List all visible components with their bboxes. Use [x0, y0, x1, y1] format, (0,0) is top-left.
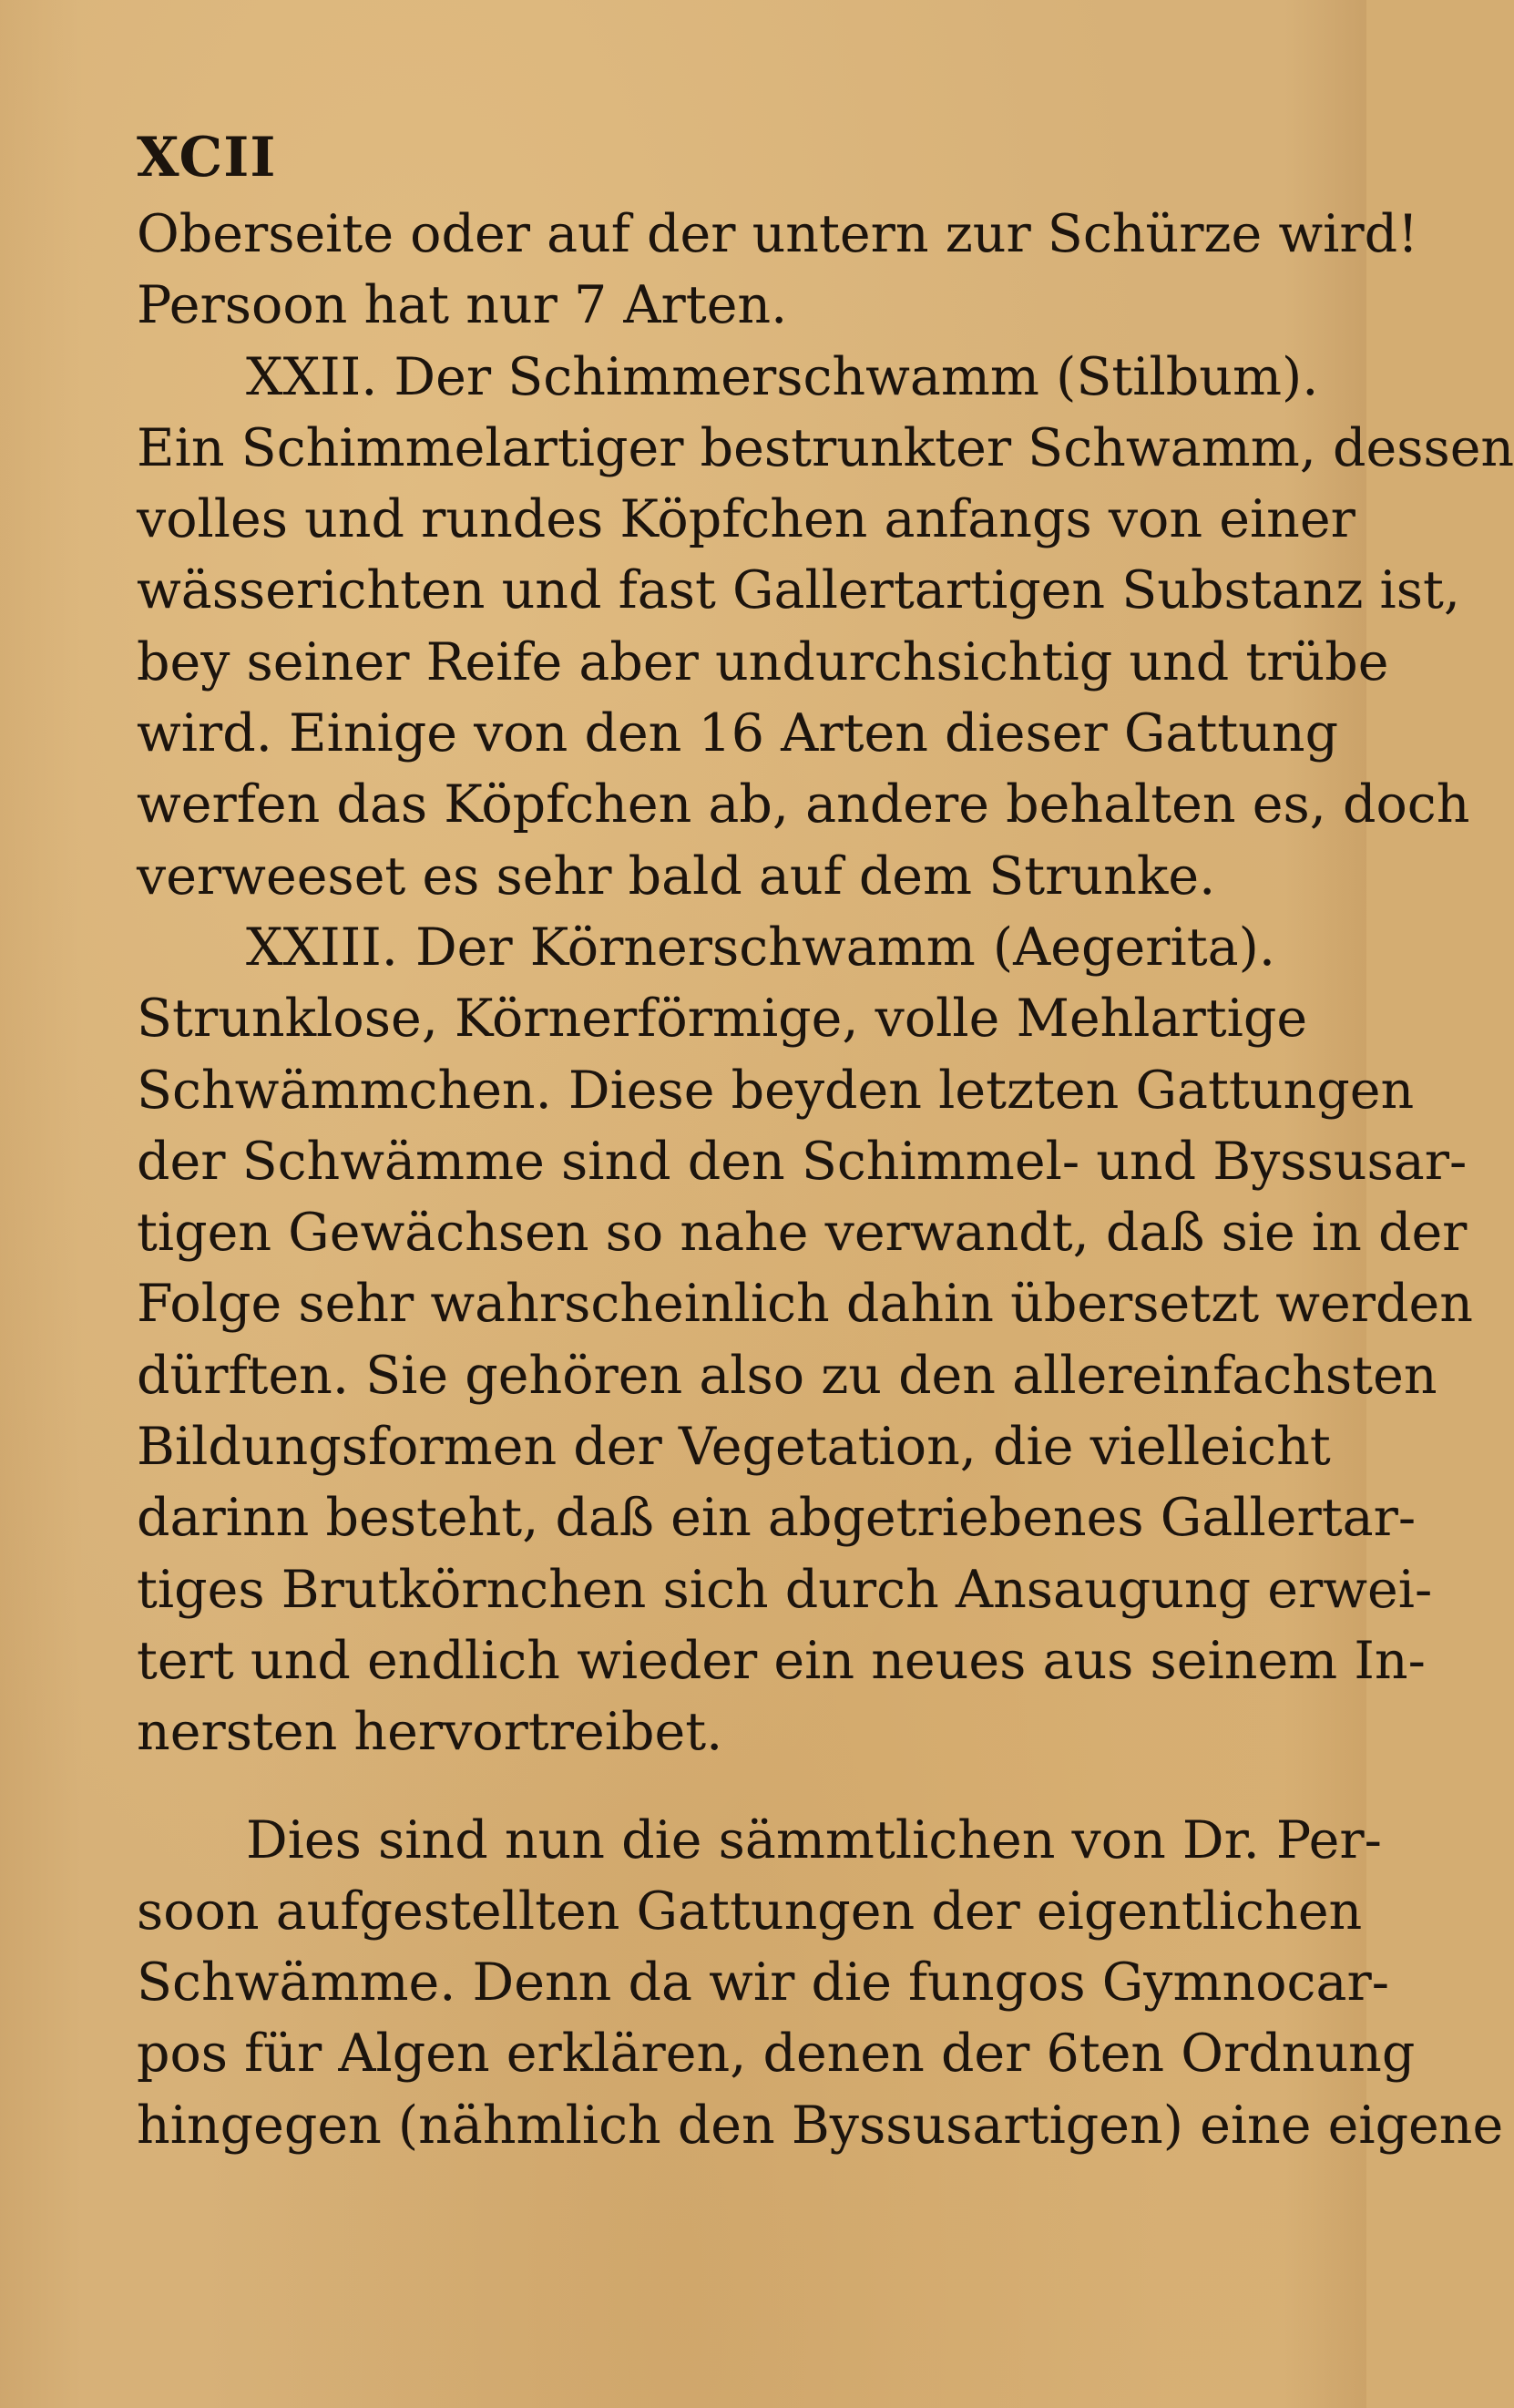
- text-line: Strunklose, Körnerförmige, volle Mehlartige: [137, 989, 1308, 1050]
- paragraph-stilbum: [137, 342, 1514, 912]
- section-heading-line: XXIII. Der Körnerschwamm (Aegerita).: [246, 917, 1275, 978]
- text-line: Dies sind nun die sämmtlichen von Dr. Per-: [246, 1809, 1382, 1870]
- text-line: darinn besteht, daß ein abgetriebenes Gallertar-: [137, 1488, 1417, 1549]
- section-heading-line: XXII. Der Schimmerschwamm (Stilbum).: [246, 346, 1319, 407]
- paragraph-aegerita: [137, 912, 1473, 1768]
- text-line: werfen das Köpfchen ab, andere behalten es, doch: [137, 774, 1470, 835]
- paragraph-continuation: [137, 199, 1418, 342]
- text-line: wässerichten und fast Gallertartigen Substanz ist,: [137, 560, 1460, 621]
- text-line: Ein Schimmelartiger bestrunkter Schwamm, dessen: [137, 417, 1514, 478]
- text-line: hingegen (nähmlich den Byssusartigen) eine eigene: [137, 2095, 1504, 2156]
- text-line: Persoon hat nur 7 Arten.: [137, 275, 788, 336]
- body-text: [137, 199, 1514, 2161]
- text-line: soon aufgestellten Gattungen der eigentlichen: [137, 1880, 1363, 1942]
- text-line: der Schwämme sind den Schimmel- und Byssusar-: [137, 1131, 1468, 1192]
- paragraph-summary: [137, 1805, 1504, 2161]
- text-line: Schwämmchen. Diese beyden letzten Gattungen: [137, 1060, 1415, 1121]
- text-line: bey seiner Reife aber undurchsichtig und trübe: [137, 631, 1389, 692]
- text-line: verweeset es sehr bald auf dem Strunke.: [137, 845, 1216, 907]
- page-number: XCII: [137, 126, 277, 190]
- text-line: wird. Einige von den 16 Arten dieser Gattung: [137, 703, 1339, 764]
- text-line: volles und rundes Köpfchen anfangs von einer: [137, 489, 1355, 550]
- text-line: Folge sehr wahrscheinlich dahin übersetzt werden: [137, 1274, 1473, 1335]
- text-line: nersten hervortreibet.: [137, 1702, 723, 1763]
- text-line: Bildungsformen der Vegetation, die vielleicht: [137, 1417, 1331, 1478]
- text-line: dürften. Sie gehören also zu den allereinfachsten: [137, 1345, 1437, 1406]
- text-line: Schwämme. Denn da wir die fungos Gymnocar-: [137, 1952, 1389, 2013]
- paragraph-gap: [137, 1768, 1275, 1805]
- text-line: tigen Gewächsen so nahe verwandt, daß sie in der: [137, 1203, 1468, 1264]
- text-line: tert und endlich wieder ein neues aus seinem In-: [137, 1630, 1426, 1691]
- text-line: pos für Algen erklären, denen der 6ten Ordnung: [137, 2024, 1416, 2085]
- text-line: tiges Brutkörnchen sich durch Ansaugung erwei-: [137, 1559, 1433, 1620]
- text-line: Oberseite oder auf der untern zur Schürze wird!: [137, 204, 1418, 264]
